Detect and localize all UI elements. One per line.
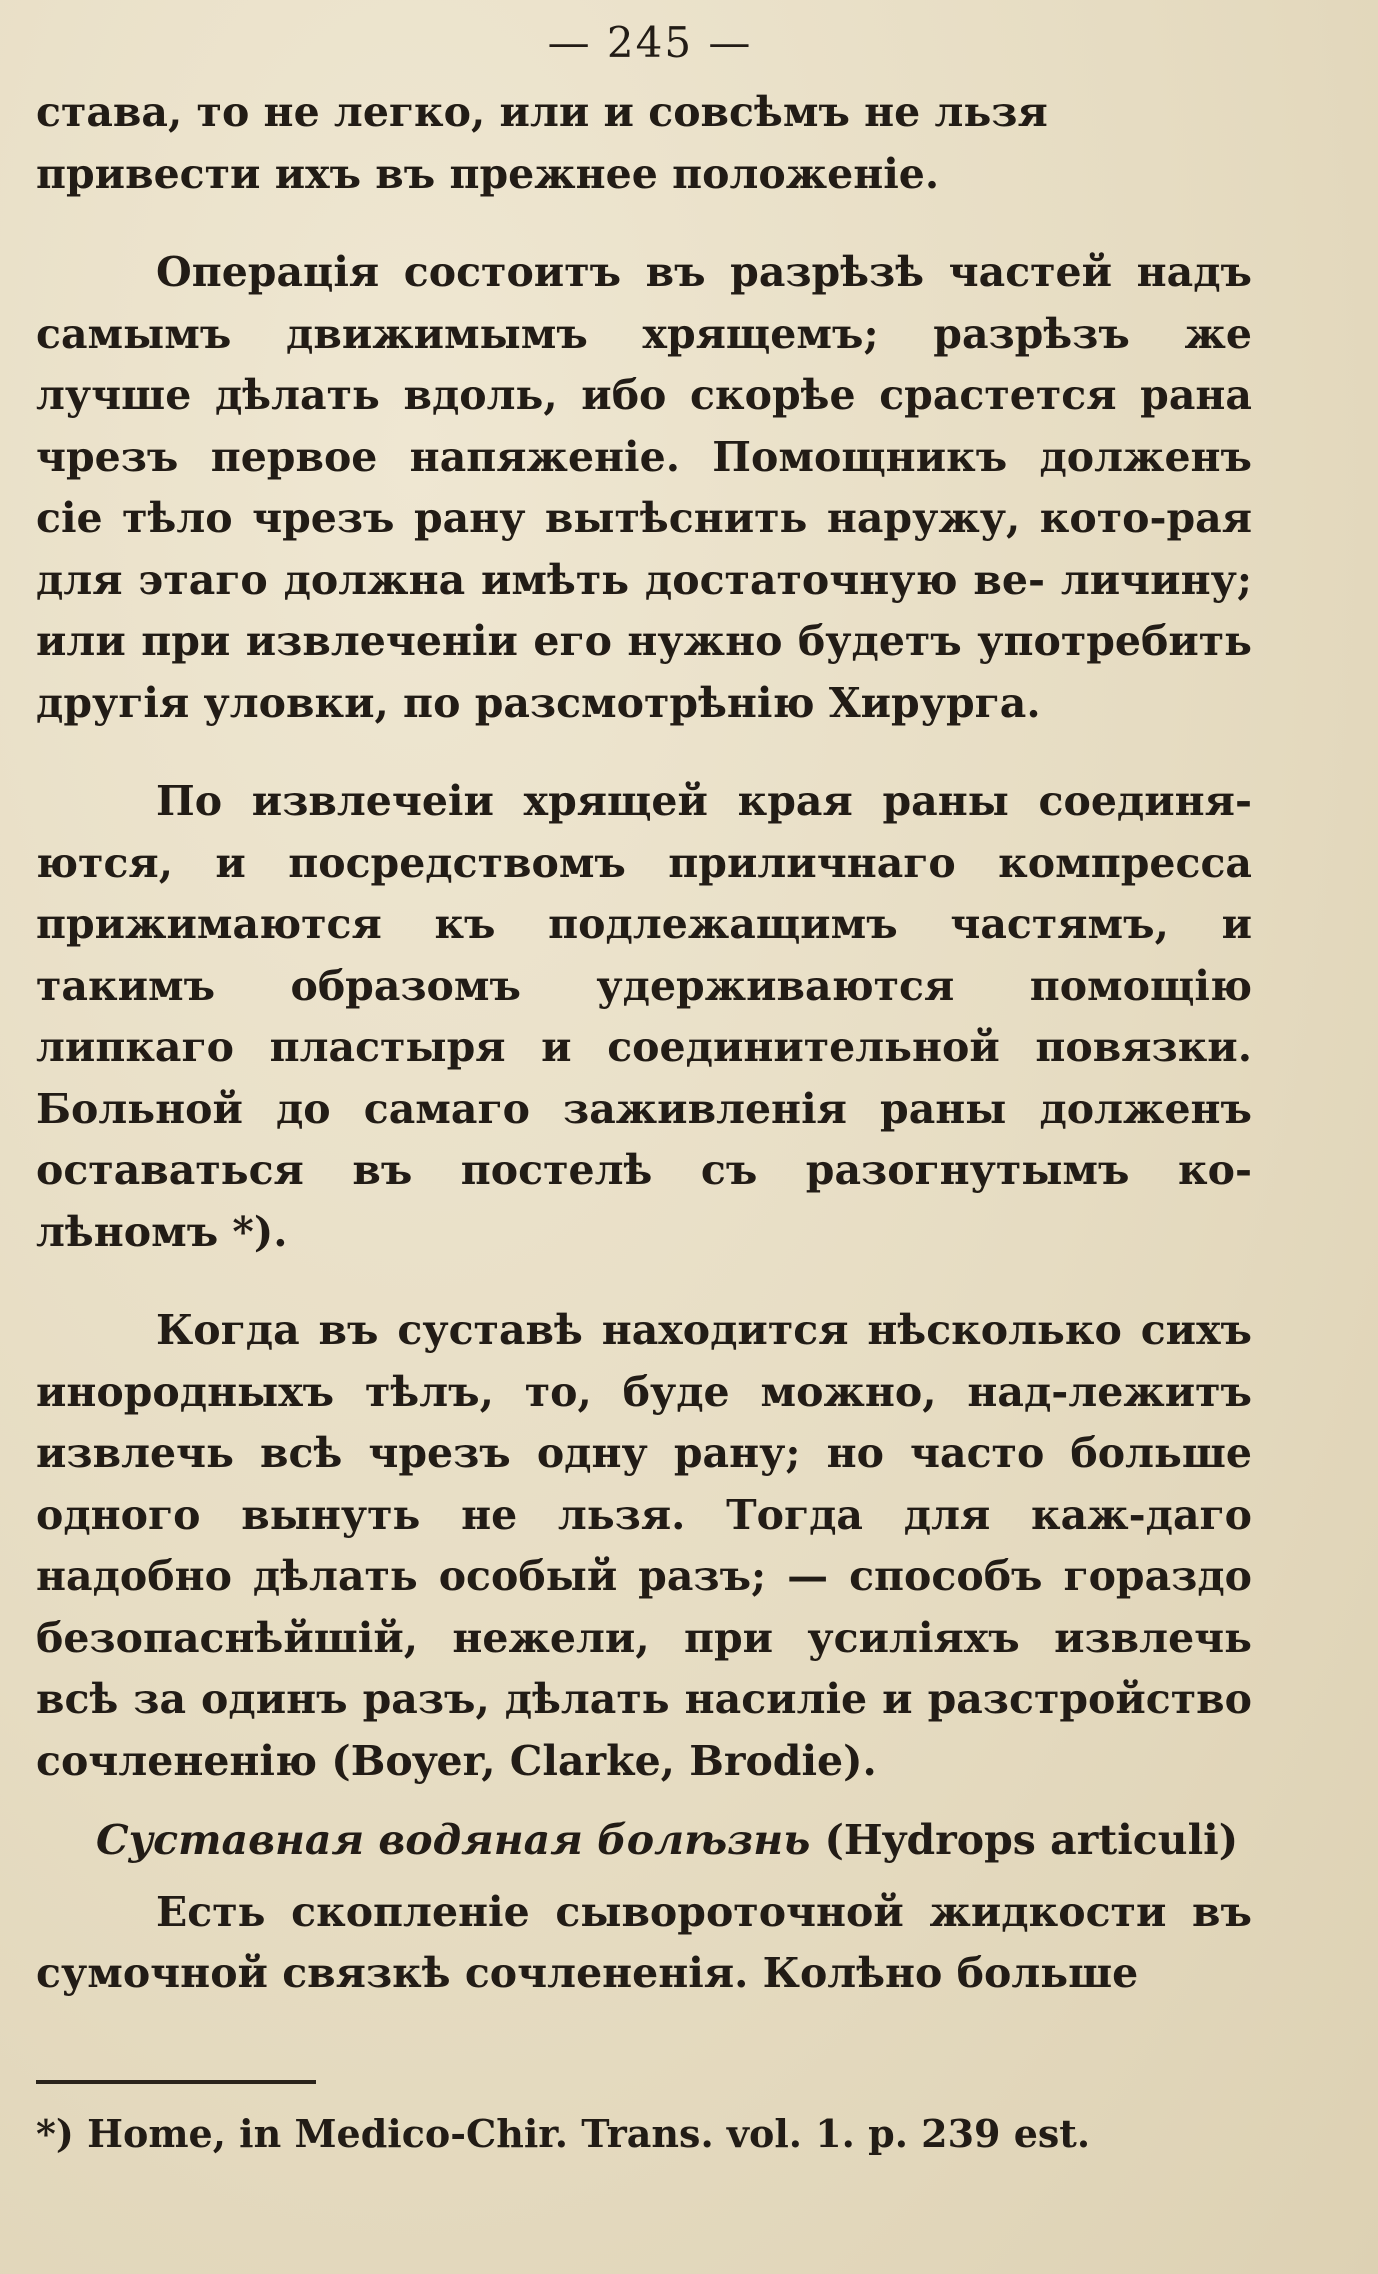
page-body <box>36 82 1252 2005</box>
paragraph-continuation <box>36 82 1252 205</box>
footnote-divider <box>36 2080 316 2084</box>
text-line: лѣномъ *). <box>36 1207 288 1256</box>
page-number: — 245 — <box>547 18 753 67</box>
text-line: рая для этаго должна имѣть достаточную ве- <box>36 494 1252 604</box>
text-line: лучше дѣлать вдоль, ибо скорѣе срастется рана <box>36 371 1252 419</box>
footnote: *) Home, in Medico-Chir. Trans. vol. 1. p. 239 est. <box>36 2111 1091 2156</box>
text-line: Хирурга. <box>828 678 1041 727</box>
text-line: даго надобно дѣлать особый разъ; — способъ <box>36 1490 1252 1600</box>
text-line: употребить другія уловки, по разсмотрѣнію <box>36 617 1252 727</box>
text-line: чрезъ первое напяженіе. Помощникъ долженъ <box>36 432 1252 481</box>
text-line: и такимъ образомъ удерживаются помощію <box>36 900 1252 1010</box>
section-heading-russian: Суставная водяная болѣзнь <box>96 1816 811 1864</box>
text-line: прижимаются къ подлежащимъ частямъ, <box>36 900 1169 948</box>
text-line: разстройство сочлененію (Boyer, Clarke, Brodie). <box>36 1675 1252 1785</box>
text-line: сіе тѣло чрезъ рану вытѣснить наружу, кото- <box>36 494 1167 542</box>
text-line: больше одного вынуть не льзя. Тогда для каж- <box>36 1429 1252 1539</box>
text-line: въ сумочной связкѣ сочлененія. Колѣно больше <box>36 1887 1252 1997</box>
text-line: оставаться въ постелѣ съ разогнутымъ ко- <box>36 1146 1252 1194</box>
text-line: По извлечеіи хрящей края раны соединя- <box>156 777 1252 825</box>
text-line: лежитъ извлечь всѣ чрезъ одну рану; но часто <box>36 1367 1252 1477</box>
paragraph-multiple-bodies <box>36 1300 1252 1792</box>
text-line: сихъ инородныхъ тѣлъ, то, буде можно, над- <box>36 1306 1252 1416</box>
text-line: Есть скопленіе сывороточной жидкости <box>156 1887 1167 1936</box>
text-line: надъ самымъ движимымъ хрящемъ; разрѣзъ же <box>36 248 1252 358</box>
text-line: става, то не легко, или и совсѣмъ не льзя <box>36 88 1048 136</box>
text-line: Операція состоитъ въ разрѣзѣ частей <box>156 248 1113 296</box>
text-line: Больной до самаго заживленія раны долженъ <box>36 1084 1252 1133</box>
paragraph-extraction <box>36 771 1252 1263</box>
text-line: гораздо безопаснѣйшій, нежели, при усиліяхъ <box>36 1552 1252 1662</box>
section-heading-latin: (Hydrops articuli) <box>810 1816 1239 1864</box>
paragraph-operation <box>36 242 1252 734</box>
section-heading <box>36 1810 1252 1872</box>
text-line: личину; или при извлеченіи его нужно будетъ <box>36 555 1252 665</box>
paragraph-hydrops <box>36 1882 1252 2005</box>
text-line: извлечь всѣ за одинъ разъ, дѣлать насиліе и <box>36 1613 1252 1723</box>
text-line: привести ихъ въ прежнее положеніе. <box>36 149 940 198</box>
text-line: Когда въ суставѣ находится нѣсколько <box>156 1306 1122 1354</box>
text-line: ются, и посредствомъ приличнаго компресса <box>36 838 1252 887</box>
text-line: липкаго пластыря и соединительной повязки. <box>36 1023 1252 1071</box>
